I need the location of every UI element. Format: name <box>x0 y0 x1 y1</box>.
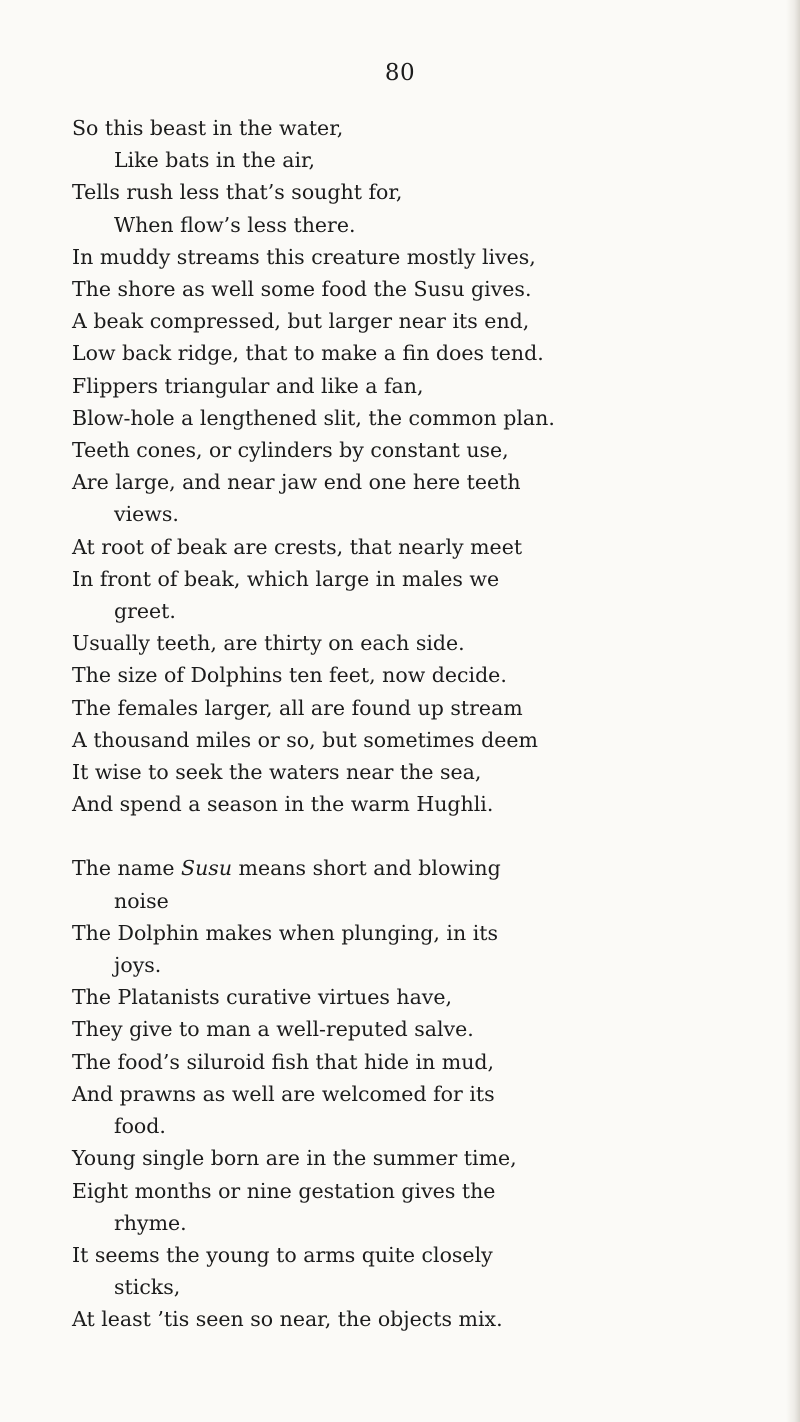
poem-line: The Platanists curative virtues have, <box>72 985 453 1010</box>
poem-line: Blow-hole a lengthened slit, the common plan. <box>72 405 555 430</box>
poem-line: The females larger, all are found up stream <box>72 695 523 720</box>
page-edge-shadow <box>786 0 800 1422</box>
poem-line: Young single born are in the summer time, <box>72 1146 517 1171</box>
poem-line: sticks, <box>114 1275 181 1300</box>
poem-line: greet. <box>114 599 176 624</box>
poem-line: Flippers triangular and like a fan, <box>72 373 424 398</box>
poem-line: The food’s siluroid fish that hide in mud, <box>72 1049 495 1074</box>
line-text: The name <box>72 856 182 881</box>
poem-line: food. <box>114 1114 166 1139</box>
poem-line: Like bats in the air, <box>114 148 316 173</box>
poem-line: A thousand miles or so, but sometimes deem <box>72 727 538 752</box>
poem-line: So this beast in the water, <box>72 116 344 140</box>
poem-line: Low back ridge, that to make a fin does tend. <box>72 341 544 366</box>
poem-line: The size of Dolphins ten feet, now decide. <box>72 663 507 688</box>
poem-line: When flow’s less there. <box>114 212 356 237</box>
line-text: means short and blowing <box>232 856 501 881</box>
page-number: 80 <box>384 60 416 86</box>
poem-line: The Dolphin makes when plunging, in its <box>72 920 499 945</box>
poem-line: In muddy streams this creature mostly lives, <box>72 244 536 269</box>
poem-line: The shore as well some food the Susu gives. <box>72 277 532 302</box>
poem-line: It wise to seek the waters near the sea, <box>72 760 482 785</box>
poem-line: rhyme. <box>114 1210 187 1235</box>
poem-line: And spend a season in the warm Hughli. <box>72 792 494 817</box>
stanza-1 <box>72 112 732 820</box>
stanza-gap <box>72 820 732 852</box>
poem-line: Are large, and near jaw end one here teeth <box>72 470 521 495</box>
poem-line: A beak compressed, but larger near its end, <box>72 309 530 334</box>
poem-line: Tells rush less that’s sought for, <box>72 180 403 205</box>
poem-line: At least ’tis seen so near, the objects mix. <box>72 1307 503 1332</box>
poem-line <box>72 852 732 884</box>
poem-line: noise <box>114 888 169 913</box>
poem-line: They give to man a well-reputed salve. <box>72 1017 474 1042</box>
poem-line: Eight months or nine gestation gives the <box>72 1178 496 1203</box>
poem-line: views. <box>114 502 179 527</box>
poem-line: Teeth cones, or cylinders by constant use, <box>72 438 509 463</box>
poem-line: Usually teeth, are thirty on each side. <box>72 631 465 656</box>
poem-line: It seems the young to arms quite closely <box>72 1242 493 1267</box>
poem-body <box>72 112 732 1336</box>
poem-line: And prawns as well are welcomed for its <box>72 1081 495 1106</box>
poem-line: At root of beak are crests, that nearly meet <box>72 534 523 559</box>
stanza-2 <box>72 852 732 1335</box>
italic-word-susu: Susu <box>181 856 233 881</box>
poem-line: In front of beak, which large in males we <box>72 566 500 591</box>
poem-line: joys. <box>114 953 162 978</box>
